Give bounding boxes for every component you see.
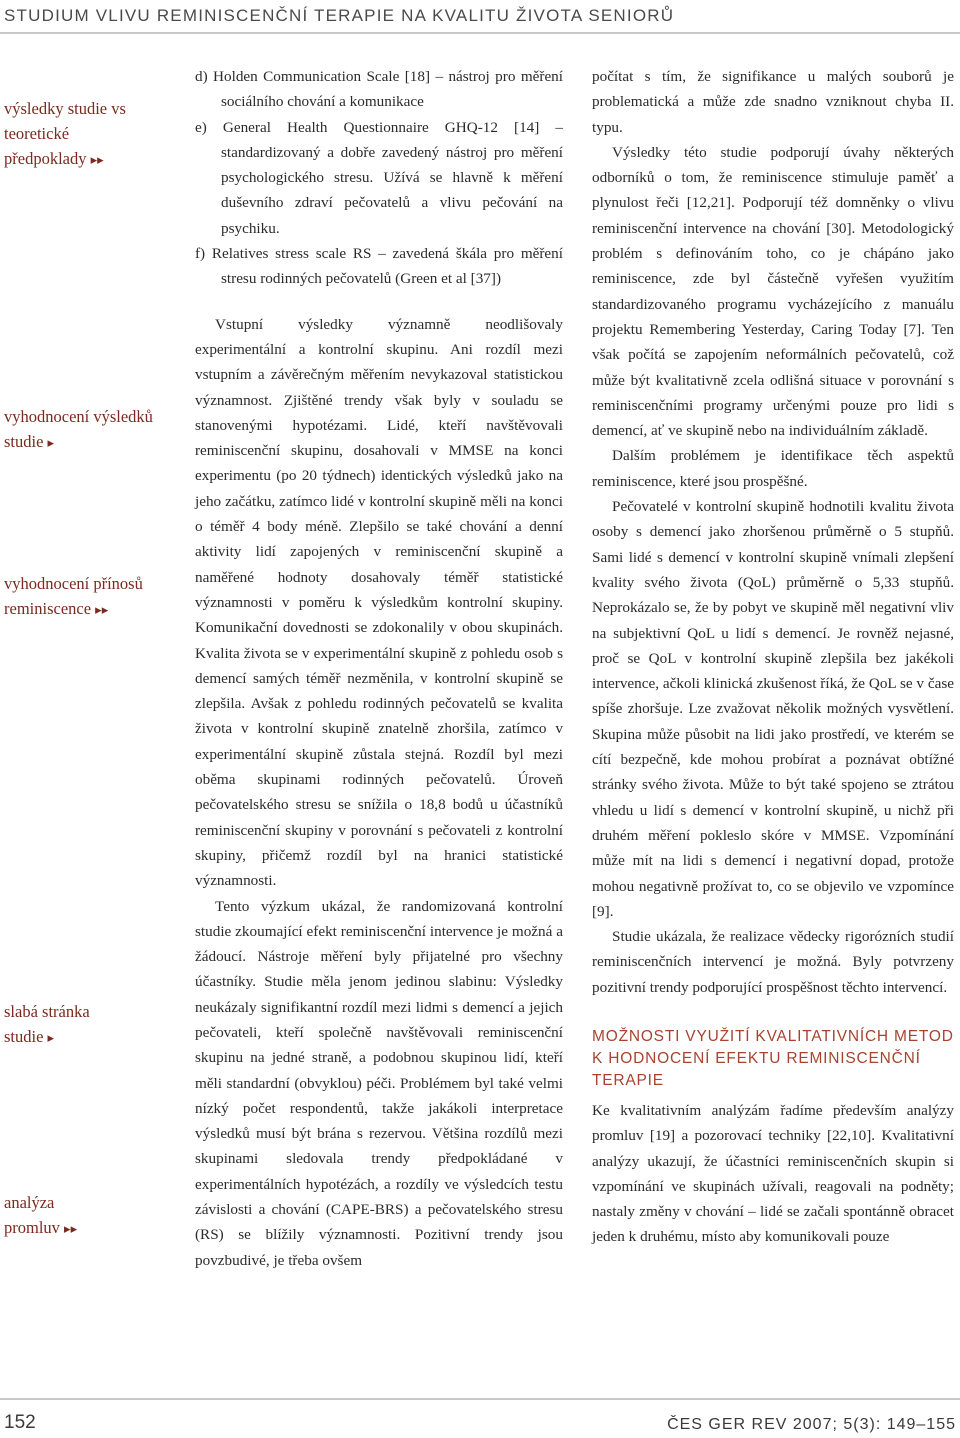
header-divider <box>0 32 960 34</box>
paragraph: počítat s tím, že signifikance u malých souborů je problematická a může zde snadno vzniknout chyba II. typu. <box>592 68 954 136</box>
footer-divider <box>0 1398 960 1400</box>
arrow-icon: ▸ <box>47 1031 55 1046</box>
margin-note-text: analýza promluv <box>4 1193 60 1237</box>
list-item: f) Relatives stress scale RS – zavedená škála pro měření stresu rodinných pečovatelů (Green et al [37]) <box>195 245 563 288</box>
paragraph: Tento výzkum ukázal, že randomizovaná kontrolní studie zkoumající efekt reminiscenční intervence je možná a žádoucí. Nástroje měření byly přijatelné pro všechny účastníky. Studie měla jenom jedinou slabinu: Výsledky neukázaly signifikantní rozdíl mezi lidmi s demencí a jejich pečovateli, kteří společně navštěvovali reminiscenční skupinu na jedné straně, a podobnou skupinou lidí, kteří měli standardní (obvyklou) péči. Problémem byl také velmi nízký počet respondentů, takže jakákoli interpretace výsledků musí být brána s rezervou. Většina rozdílů mezi skupinami sledovala trendy předpokládané v experimentálních hypotézách, a rozdíly ve výsledcích testu závislosti a chování (CAPE-BRS) a pečovatelského stresu (RS) se blížily významnosti. Pozitivní trendy jsou povzbudivé, je třeba ovšem <box>195 897 563 1269</box>
double-arrow-icon: ▸▸ <box>64 1222 78 1237</box>
paragraph: Výsledky této studie podporují úvahy některých odborníků o tom, že reminiscence stimuluje paměť a plynulost řeči [12,21]. Podporují též domněnky o vlivu reminiscenční intervence na chování [30]. Metodologický problém s definováním toho, co je chápáno jako reminiscence, zde byl částečně vyřešen využitím standardizovaného programu vycházejícího z manuálu projektu Remembering Yesterday, Caring Today [7]. Ten však počítá se zapojením neformálních pečovatelů, což může být kvalitativně zcela odlišná situace v porovnání s reminiscenčními programy určenými pouze pro lidi s demencí, ať ve skupině nebo na individuálním základě. <box>592 143 954 440</box>
paragraph: Studie ukázala, že realizace vědecky rigorózních studií reminiscenčních intervencí je možná. Byly potvrzeny pozitivní trendy podporující prospěšnost těchto intervencí. <box>592 928 954 996</box>
margin-note-weakness <box>4 999 124 1051</box>
running-header <box>0 0 960 36</box>
paragraph: Dalším problémem je identifikace těch aspektů reminiscence, které jsou prospěšné. <box>592 447 954 490</box>
paragraph: Pečovatelé v kontrolní skupině hodnotili kvalitu života osoby s demencí jako zhoršenou průměrně o 5 stupňů. Sami lidé s demencí v kontrolní skupině vnímali zlepšení kvality svého života (QoL) průměrně o 5,33 stupňů. Neprokázalo se, že by pobyt ve skupině měl negativní vliv na subjektivní QoL u lidí s demencí. Je rovněž nejasné, proč se QoL v kontrolní skupině zlepšila bez jakékoli intervence, ačkoli klinická zkušenost říká, že QoL se v čase spíše zhoršuje. Lze zvažovat několik možných vysvětlení. Skupina může působit na lidi jako prostředí, ve kterém se cítí bezpečně, kde mohou probírat a poznávat obtížné stránky svého života. Může to být také spojeno se ztrátou vhledu u lidí s demencí v kontrolní skupině, u nichž při druhém měření pokleslo skóre v MMSE. Vzpomínání může mít na lidi s demencí i negativní dopad, protože mohou negativně prožívat to, co se objevilo ve vzpomínce [9]. <box>592 498 954 920</box>
margin-note-text: slabá stránka studie <box>4 1002 90 1046</box>
margin-note-text: vyhodnocení výsledků studie <box>4 407 153 451</box>
paragraph: Ke kvalitativním analýzám řadíme především analýzy promluv [19] a pozorovací techniky [22,10]. Kvalitativní analýzy ukazují, že účastníci reminiscenčních skupin si vzpomínání ve skupinách užívali, reagovali na podněty; nastaly změny v chování – lidé se začali spontánně obracet jeden k druhému, místo aby komunikovali pouze <box>592 1101 954 1246</box>
margin-note-results-vs-theory <box>4 96 154 173</box>
text-column-right <box>592 64 954 1250</box>
list-item: d) Holden Communication Scale [18] – nástroj pro měření sociálního chování a komunikace <box>195 68 563 111</box>
margin-note-text: vyhodnocení přínosů reminiscence <box>4 574 143 618</box>
journal-citation: ČES GER REV 2007; 5(3): 149–155 <box>667 1416 956 1433</box>
margin-note-speech-analysis <box>4 1190 104 1242</box>
paragraph: Vstupní výsledky významně neodlišovaly experimentální a kontrolní skupinu. Ani rozdíl mezi vstupním a závěrečným měřením nevykazoval statistickou významnost. Zjištěné trendy však byly v souladu se stanovenými hypotézami. Lidé, kteří navštěvovali reminiscenční skupinu, dosahovali v MMSE na konci experimentu (po 20 týdnech) identických výsledků jako na jeho začátku, zatímco lidé v kontrolní skupině měli na konci o téměř 4 body méně. Zlepšilo se také chování a denní aktivity lidí zapojených v reminiscenční skupině a naměřené hodnoty dosahovaly téměř statistické významnosti v poměru k výsledkům kontrolní skupiny. Komunikační dovednosti se zdokonalily v obou skupinách. Kvalita života se v experimentální skupině z pohledu osob s demencí samých téměř nezměnila, v kontrolní skupině se zlepšila. Avšak z pohledu rodinných pečovatelů se kvalita života v kontrolní skupině znatelně zhoršila, zatímco v experimentální skupině zůstala stejná. Rozdíl byl mezi oběma skupinami rodinných pečovatelů. Úroveň pečovatelského stresu se snížila o 18,8 bodů u účastníků reminiscenční skupiny v porovnání s pečovateli z kontrolní skupiny, přičemž rozdíl byl na hranici statistické významnosti. <box>195 315 563 890</box>
text-column-left <box>195 64 563 1273</box>
margin-note-text: výsledky studie vs teoretické předpoklady <box>4 99 126 168</box>
arrow-icon: ▸ <box>47 436 55 451</box>
double-arrow-icon: ▸▸ <box>95 603 109 618</box>
margin-note-evaluation-results <box>4 404 154 456</box>
margin-note-evaluation-benefits <box>4 571 154 623</box>
list-item: e) General Health Questionnaire GHQ-12 [14] – standardizovaný a dobře zavedený nástroj pro měření psychologického stresu. Užívá se hlavně k měření duševního zdraví pečovatelů a vlivu pečování na psychiku. <box>195 118 563 237</box>
section-heading: MOŽNOSTI VYUŽITÍ KVALITATIVNÍCH METOD K HODNOCENÍ EFEKTU REMINISCENČNÍ TERAPIE <box>592 1027 954 1089</box>
page-number: 152 <box>4 1412 36 1433</box>
double-arrow-icon: ▸▸ <box>90 153 104 168</box>
running-header-title: STUDIUM VLIVU REMINISCENČNÍ TERAPIE NA KVALITU ŽIVOTA SENIORŮ <box>4 6 675 25</box>
